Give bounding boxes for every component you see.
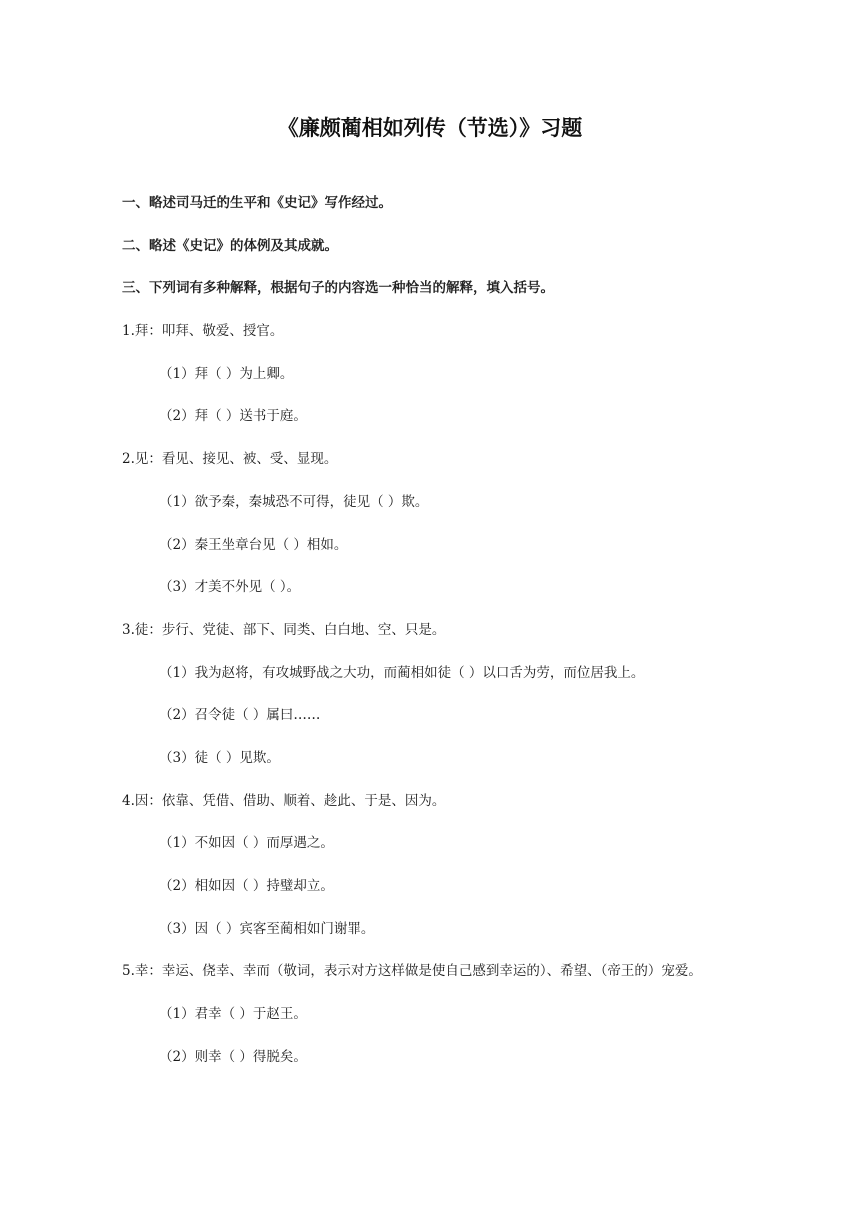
question-heading-2: 二、略述《史记》的体例及其成就。 bbox=[122, 237, 338, 254]
sentence-item: （2）召令徒（ ）属曰…… bbox=[159, 707, 321, 724]
sentence-item: （1）欲予秦，秦城恐不可得，徒见（ ）欺。 bbox=[159, 493, 429, 510]
word-item-jian: 2.见：看见、接见、被、受、显现。 bbox=[122, 451, 338, 468]
word-item-yin: 4.因：依靠、凭借、借助、顺着、趁此、于是、因为。 bbox=[122, 792, 446, 809]
question-heading-1: 一、略述司马迁的生平和《史记》写作经过。 bbox=[122, 195, 392, 211]
sentence-item: （3）因（ ）宾客至蔺相如门谢罪。 bbox=[159, 920, 375, 937]
sentence-item: （1）不如因（ ）而厚遇之。 bbox=[159, 835, 334, 852]
document-body bbox=[122, 191, 742, 1087]
word-item-bai: 1.拜：叩拜、敬爱、授官。 bbox=[122, 323, 284, 340]
word-item-tu: 3.徒：步行、党徒、部下、同类、白白地、空、只是。 bbox=[122, 621, 446, 638]
sentence-item: （3）才美不外见（ ）。 bbox=[159, 579, 301, 596]
sentence-item: （1）我为赵将，有攻城野战之大功，而蔺相如徒（ ）以口舌为劳，而位居我上。 bbox=[159, 664, 645, 681]
sentence-item: （3）徒（ ）见欺。 bbox=[159, 749, 280, 766]
sentence-item: （1）拜（ ）为上卿。 bbox=[159, 365, 294, 382]
document-title: 《廉颇蔺相如列传（节选）》习题 bbox=[277, 116, 583, 140]
sentence-item: （2）相如因（ ）持璧却立。 bbox=[159, 878, 334, 894]
word-item-xing: 5.幸：幸运、侥幸、幸而（敬词，表示对方这样做是使自己感到幸运的）、希望、（帝王的）宠爱。 bbox=[122, 963, 702, 980]
sentence-item: （1）君幸（ ）于赵王。 bbox=[159, 1006, 307, 1023]
sentence-item: （2）秦王坐章台见（ ）相如。 bbox=[159, 536, 348, 553]
sentence-item: （2）拜（ ）送书于庭。 bbox=[159, 408, 307, 425]
question-heading-3: 三、下列词有多种解释，根据句子的内容选一种恰当的解释，填入括号。 bbox=[122, 280, 554, 297]
sentence-item: （2）则幸（ ）得脱矣。 bbox=[159, 1048, 307, 1065]
